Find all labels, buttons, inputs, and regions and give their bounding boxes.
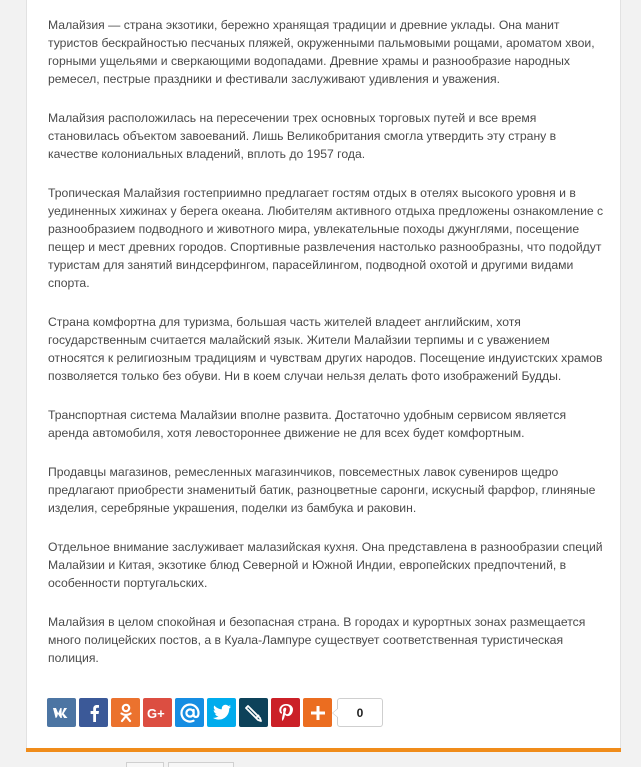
- vk-share-button[interactable]: [47, 698, 76, 727]
- twitter-share-button[interactable]: [207, 698, 236, 727]
- bottom-tab-left[interactable]: [126, 762, 164, 767]
- article-paragraph: Страна комфортна для туризма, большая часть жителей владеет английским, хотя государственным считается малайский язык. Жители Малайзии терпимы и с уважением относятся к религиозным традициям и чувствам других народов. Посещение индуистских храмов позволяется только без обуви. Ни в коем случаи нельзя делать фото изображений Будды.: [48, 315, 603, 383]
- odnoklassniki-share-button[interactable]: [111, 698, 140, 727]
- pinterest-share-button[interactable]: [271, 698, 300, 727]
- pinterest-icon: [278, 703, 294, 723]
- googleplus-share-button[interactable]: [143, 698, 172, 727]
- article-paragraph: Малайзия расположилась на пересечении трех основных торговых путей и все время становилась объектом завоеваний. Лишь Великобритания смогла утвердить эту страну в качестве колониальных владений, вплоть до 1957 года.: [48, 111, 557, 161]
- facebook-icon: [88, 704, 100, 722]
- mail-at-icon: [180, 703, 200, 723]
- share-bar: [47, 697, 383, 728]
- mailru-share-button[interactable]: [175, 698, 204, 727]
- article-paragraph: Транспортная система Малайзии вполне развита. Достаточно удобным сервисом является аренда автомобиля, хотя левостороннее движение не для всех будет комфортным.: [48, 408, 567, 440]
- pencil-icon: [245, 704, 263, 722]
- article-paragraph: Малайзия в целом спокойная и безопасная страна. В городах и курортных зонах размещается много полицейских постов, а в Куала-Лампуре существует соответственная туристическая полиция.: [48, 615, 586, 665]
- svg-text:G+: G+: [146, 705, 165, 720]
- article-paragraph: Тропическая Малайзия гостеприимно предлагает гостям отдых в отелях высокого уровня и в уединенных хижинах у берега океана. Любителям активного отдыха предложены ознакомление с разнообразием подводного и животного мира, увлекательные походы джунглями, посещение пещер и мест древних городов. Спортивные развлечения настолько разнообразны, что подойдут туристам для занятий виндсерфингом, парасейлингом, подводной охотой и другими видами спорта.: [48, 186, 604, 290]
- vk-icon: [52, 706, 72, 720]
- article-paragraph: Отдельное внимание заслуживает малазийская кухня. Она представлена в разнообразии специй Малайзии и Китая, экзотике блюд Северной и Южной Индии, европейских предпочтений, в особенности португальских.: [48, 540, 603, 590]
- facebook-share-button[interactable]: [79, 698, 108, 727]
- share-counter: 0: [337, 698, 383, 727]
- bottom-tab-right[interactable]: [168, 762, 234, 767]
- article-body: [48, 16, 608, 688]
- accent-divider: [26, 748, 621, 752]
- article-paragraph: Продавцы магазинов, ремесленных магазинчиков, повсеместных лавок сувениров щедро предлагают приобрести знаменитый батик, разноцветные саронги, искусный фарфор, глиняные изделия, серебряные украшения, поделки из бамбука и раковин.: [48, 465, 596, 515]
- article-card: [26, 0, 621, 748]
- plus-icon: [310, 705, 326, 721]
- more-share-button[interactable]: [303, 698, 332, 727]
- odnoklassniki-icon: [119, 703, 133, 723]
- google-plus-icon: [147, 706, 169, 720]
- twitter-bird-icon: [212, 704, 232, 721]
- livejournal-share-button[interactable]: [239, 698, 268, 727]
- article-paragraph: Малайзия — страна экзотики, бережно хранящая традиции и древние уклады. Она манит туристов бескрайностью песчаных пляжей, окруженными пальмовыми рощами, ароматом хвои, горными ущельями и сверкающими водопадами. Древние храмы и разнообразие народных ремесел, пестрые праздники и фестивали заслуживают удивления и уважения.: [48, 18, 595, 86]
